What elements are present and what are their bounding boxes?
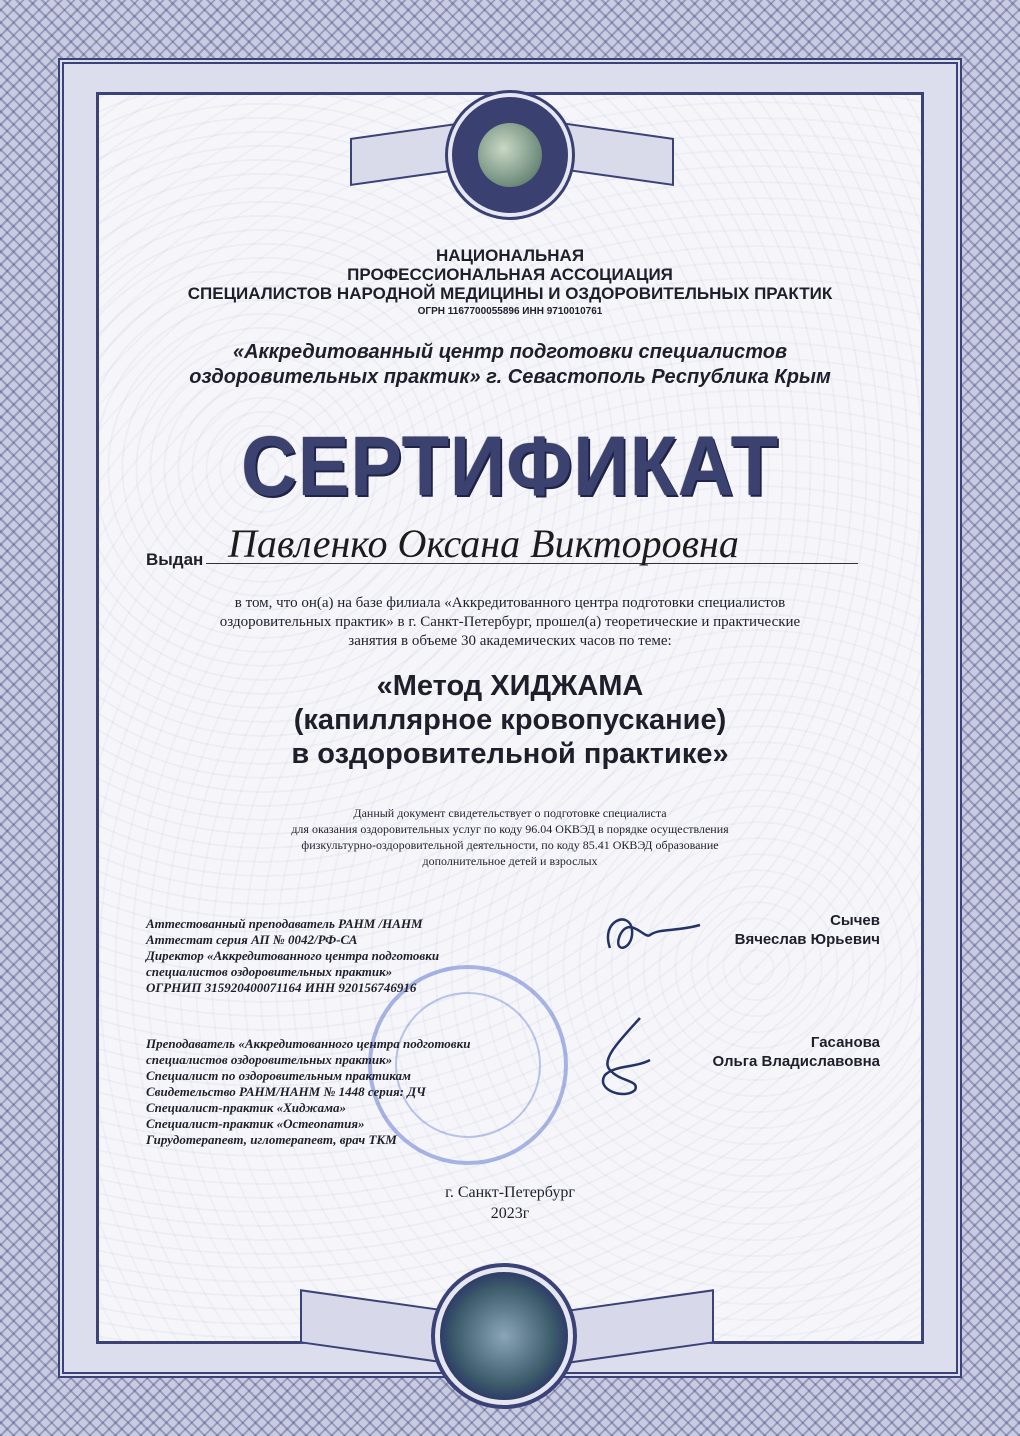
org-line-3: СПЕЦИАЛИСТОВ НАРОДНОЙ МЕДИЦИНЫ И ОЗДОРОВИТЕЛЬНЫХ ПРАКТИК: [187, 284, 833, 303]
signer2-given-name: Ольга Владиславовна: [712, 1053, 880, 1070]
body-line-2: оздоровительных практик» в г. Санкт-Петербург, прошел(а) теоретические и практические: [219, 614, 801, 630]
topic-line-1: «Метод ХИДЖАМА: [376, 670, 644, 702]
signer2-credentials: [146, 1036, 470, 1148]
signer2-line-1: Преподаватель «Аккредитованного центра подготовки: [146, 1036, 471, 1051]
note-line-2: для оказания оздоровительных услуг по коду 96.04 ОКВЭД в порядке осуществления: [291, 822, 729, 836]
signer2-line-4: Свидетельство РАНМ/НАНМ № 1448 серия: ДЧ: [146, 1084, 426, 1099]
association-seal: [452, 97, 568, 213]
topic-line-2: (капиллярное кровопускание): [293, 704, 727, 736]
signer2-line-7: Гирудотерапевт, иглотерапевт, врач ТКМ: [146, 1132, 397, 1147]
center-name-line-2: оздоровительных практик» г. Севастополь Республика Крым: [189, 366, 831, 388]
signer1-line-1: Аттестованный преподаватель РАНМ /НАНМ: [146, 916, 423, 931]
org-line-1: НАЦИОНАЛЬНАЯ: [435, 246, 585, 265]
signer1-surname: Сычев: [830, 912, 880, 929]
signer1-line-4: специалистов оздоровительных практик»: [146, 964, 393, 979]
certificate-title: СЕРТИФИКАТ: [241, 419, 779, 513]
org-line-2: ПРОФЕССИОНАЛЬНАЯ АССОЦИАЦИЯ: [347, 265, 673, 284]
registration-numbers: ОГРН 1167700055896 ИНН 9710010761: [417, 306, 603, 317]
note-line-3: физкультурно-оздоровительной деятельности, по коду 85.41 ОКВЭД образование: [301, 838, 719, 852]
signer2-line-2: специалистов оздоровительных практик»: [146, 1052, 393, 1067]
signer2-line-6: Специалист-практик «Остеопатия»: [146, 1116, 365, 1131]
globe-icon: [478, 123, 542, 187]
note-line-4: дополнительное детей и взрослых: [422, 854, 598, 868]
topic-line-3: в оздоровительной практике»: [291, 738, 729, 770]
center-name-line-1: «Аккредитованный центр подготовки специалистов: [232, 341, 788, 363]
footer-year: 2023г: [490, 1205, 530, 1222]
note-line-1: Данный документ свидетельствует о подготовке специалиста: [353, 806, 667, 820]
body-line-3: занятия в объеме 30 академических часов по теме:: [348, 633, 672, 649]
body-line-1: в том, что он(а) на базе филиала «Аккредитованного центра подготовки специалистов: [234, 595, 786, 611]
footer-city: г. Санкт-Петербург: [445, 1184, 575, 1201]
recipient-name: Павленко Оксана Викторовна: [228, 521, 739, 566]
hologram-emblem: [440, 1272, 568, 1400]
signer1-line-3: Директор «Аккредитованного центра подготовки: [146, 948, 440, 963]
signer2-line-5: Специалист-практик «Хиджама»: [146, 1100, 347, 1115]
issued-label: Выдан: [146, 550, 204, 569]
signer2-surname: Гасанова: [810, 1034, 880, 1051]
signer1-line-5: ОГРНИП 315920400071164 ИНН 920156746916: [146, 980, 417, 995]
signer2-line-3: Специалист по оздоровительным практикам: [146, 1068, 411, 1083]
signer1-given-name: Вячеслав Юрьевич: [734, 931, 880, 948]
signer1-credentials: [146, 916, 439, 996]
signer1-line-2: Аттестат серия АП № 0042/РФ-СА: [146, 932, 358, 947]
